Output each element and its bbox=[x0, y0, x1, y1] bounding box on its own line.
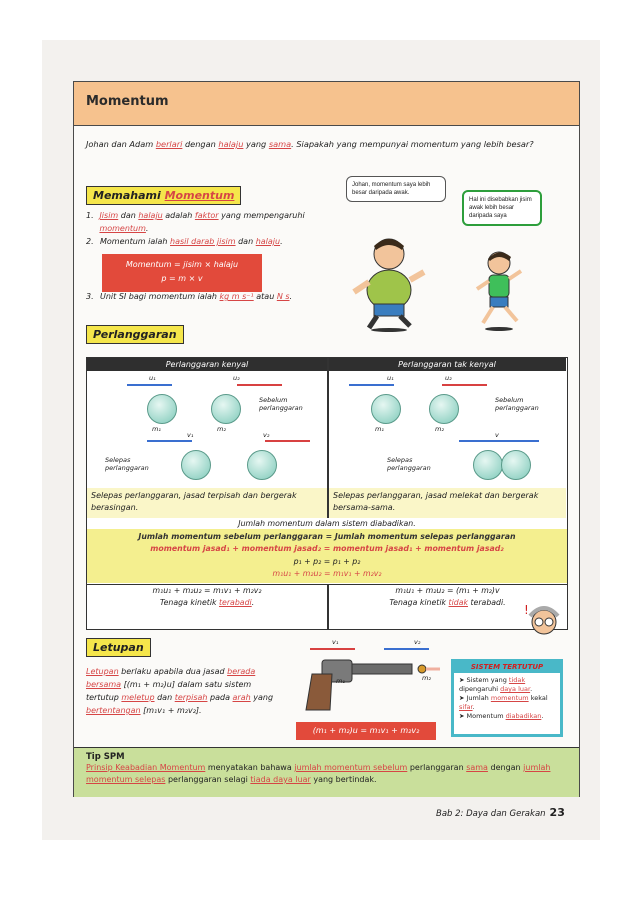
tip-heading: Tip SPM bbox=[86, 752, 125, 762]
keyword: sifar bbox=[459, 703, 473, 711]
keyword: meletup bbox=[121, 693, 155, 702]
label-m2: m₂ bbox=[422, 674, 431, 682]
keyword: diabadikan bbox=[505, 712, 542, 720]
momentum-formula-box bbox=[102, 254, 262, 292]
ball-m1-after bbox=[181, 450, 211, 480]
text: Tenaga kinetik bbox=[159, 598, 219, 607]
text: . bbox=[541, 712, 544, 720]
ball-m1-inelastic bbox=[371, 394, 401, 424]
text: . bbox=[472, 703, 475, 711]
content-frame bbox=[73, 81, 580, 797]
elastic-equation: m₁u₁ + m₂u₂ = m₁v₁ + m₂v₂ bbox=[152, 586, 262, 595]
sistem-point: ➤ Jumlah momentum kekal sifar. bbox=[459, 694, 548, 711]
list-number: 3. bbox=[86, 292, 94, 301]
text: adalah bbox=[162, 211, 195, 220]
intro-keyword: halaju bbox=[218, 139, 244, 149]
keyword: momentum bbox=[490, 694, 529, 702]
keyword: berada bersama bbox=[86, 667, 256, 689]
intro-keyword: sama bbox=[268, 139, 292, 149]
text: yang bertindak. bbox=[310, 775, 377, 784]
label-v2: v₂ bbox=[263, 431, 270, 439]
keyword: Prinsip Keabadian Momentum bbox=[86, 763, 206, 772]
letupan-description bbox=[86, 665, 286, 717]
conservation-statement: Jumlah momentum dalam sistem diabadikan. bbox=[87, 518, 567, 529]
list-number: 2. bbox=[86, 237, 94, 246]
keyword: terpisah bbox=[174, 693, 208, 702]
label-sebelum: Sebelum perlanggaran bbox=[259, 396, 303, 412]
list-number: 1. bbox=[86, 211, 94, 220]
text: yang bbox=[250, 693, 274, 702]
keyword: tidak bbox=[508, 676, 526, 684]
arrow-v2-right bbox=[265, 440, 310, 442]
equation-line-2: momentum jasad₁ + momentum jasad₂ = momentum jasad₁ + momentum jasad₂ bbox=[150, 544, 504, 553]
text: Tenaga kinetik bbox=[389, 598, 449, 607]
text: . bbox=[289, 292, 293, 301]
ball-m1 bbox=[147, 394, 177, 424]
heading-text: Memahami bbox=[93, 189, 165, 202]
keyword: sama bbox=[466, 763, 488, 772]
text: Momentum ialah bbox=[100, 237, 170, 246]
speech-bubble-adam: Hal ini disebabkan jisim awak lebih besar daripada saya bbox=[462, 190, 542, 226]
sistem-tertutup-box bbox=[451, 659, 563, 737]
revolver-illustration bbox=[292, 654, 442, 714]
arrow-u2-left-2 bbox=[442, 384, 487, 386]
inelastic-description: Selepas perlanggaran, jasad melekat dan bergerak bersama-sama. bbox=[329, 488, 566, 518]
tip-body bbox=[86, 762, 567, 786]
label-m2: m₂ bbox=[217, 425, 226, 433]
col-head-inelastic: Perlanggaran tak kenyal bbox=[328, 358, 566, 371]
keyword: tidak bbox=[448, 598, 468, 607]
formula-line: Momentum = jisim × halaju bbox=[125, 260, 239, 269]
text: [(m₁ + m₂)u] dalam satu sistem tertutup bbox=[86, 680, 252, 702]
text: Jumlah bbox=[466, 694, 491, 702]
text: perlanggaran bbox=[407, 763, 467, 772]
label-m1: m₁ bbox=[336, 677, 345, 685]
text: . bbox=[251, 598, 255, 607]
text: . bbox=[145, 224, 149, 233]
text: . bbox=[530, 685, 533, 693]
text: kekal bbox=[528, 694, 548, 702]
text: . bbox=[280, 237, 283, 246]
inelastic-equation: m₁u₁ + m₂u₂ = (m₁ + m₂)v bbox=[395, 586, 500, 595]
text: Momentum bbox=[466, 712, 506, 720]
section-perlanggaran-heading: Perlanggaran bbox=[86, 325, 184, 344]
label-m2: m₂ bbox=[435, 425, 444, 433]
arrow-v2-bullet bbox=[384, 648, 429, 650]
keyword: daya luar bbox=[500, 685, 531, 693]
tip-spm-box bbox=[74, 747, 579, 797]
intro-text: yang bbox=[243, 139, 269, 149]
label-m1: m₁ bbox=[375, 425, 384, 433]
label-sebelum: Sebelum perlanggaran bbox=[495, 396, 539, 412]
text: atau bbox=[253, 292, 277, 301]
sistem-point: ➤ Sistem yang tidak dipengaruhi daya luar. bbox=[459, 676, 533, 693]
sistem-point: ➤ Momentum diabadikan. bbox=[459, 712, 544, 720]
text: terabadi. bbox=[468, 598, 506, 607]
label-m1: m₁ bbox=[152, 425, 161, 433]
text: dengan bbox=[487, 763, 524, 772]
label-v: v bbox=[495, 431, 499, 439]
label-u1: u₁ bbox=[387, 374, 394, 382]
text: dan bbox=[154, 693, 175, 702]
keyword: jumlah momentum sebelum bbox=[294, 763, 408, 772]
keyword: arah bbox=[232, 693, 251, 702]
arrow-v1-left bbox=[147, 440, 192, 442]
letupan-formula: (m₁ + m₂)u = m₁v₁ + m₂v₂ bbox=[296, 722, 436, 740]
adam-running-illustration bbox=[469, 247, 529, 332]
label-v1: v₁ bbox=[187, 431, 194, 439]
text: dan bbox=[118, 211, 139, 220]
page-title: Momentum bbox=[86, 94, 169, 109]
label-selepas: Selepas perlanggaran bbox=[387, 456, 431, 472]
label-selepas: Selepas perlanggaran bbox=[105, 456, 149, 472]
keyword: halaju bbox=[138, 211, 163, 220]
equation-line-4: m₁u₁ + m₂u₂ = m₁v₁ + m₂v₂ bbox=[272, 569, 382, 578]
arrow-v1-recoil bbox=[310, 648, 355, 650]
text: yang mempengaruhi bbox=[218, 211, 305, 220]
text: dan bbox=[235, 237, 256, 246]
section-memahami-heading bbox=[86, 186, 241, 205]
list-item bbox=[86, 209, 346, 235]
ball-m2-inelastic bbox=[429, 394, 459, 424]
intro-keyword: berlari bbox=[155, 139, 183, 149]
text: dipengaruhi bbox=[459, 685, 501, 693]
page-footer bbox=[436, 806, 565, 819]
label-v1: v₁ bbox=[332, 638, 339, 646]
col-head-elastic: Perlanggaran kenyal bbox=[87, 358, 327, 371]
text: pada bbox=[207, 693, 233, 702]
chapter-title: Bab 2: Daya dan Gerakan bbox=[436, 809, 546, 819]
text: perlanggaran selagi bbox=[165, 775, 251, 784]
label-u2: u₂ bbox=[445, 374, 452, 382]
text: [m₁v₁ + m₂v₂]. bbox=[140, 706, 202, 715]
text: Unit SI bagi momentum ialah bbox=[100, 292, 220, 301]
text: berlaku apabila dua jasad bbox=[118, 667, 228, 676]
intro-text: Johan dan Adam bbox=[86, 139, 156, 149]
heading-keyword: Momentum bbox=[164, 189, 235, 202]
arrow-u1-right bbox=[127, 384, 172, 386]
ball-m1-stuck bbox=[473, 450, 503, 480]
section-letupan-heading: Letupan bbox=[86, 638, 151, 657]
page-number: 23 bbox=[549, 806, 565, 819]
sistem-heading: SISTEM TERTUTUP bbox=[454, 662, 560, 673]
keyword: Letupan bbox=[86, 667, 119, 676]
label-u1: u₁ bbox=[149, 374, 156, 382]
keyword: halaju bbox=[255, 237, 281, 246]
arrow-u1-right-2 bbox=[349, 384, 394, 386]
ball-m2-stuck bbox=[501, 450, 531, 480]
label-u2: u₂ bbox=[233, 374, 240, 382]
text: menyatakan bahawa bbox=[205, 763, 295, 772]
intro-question bbox=[86, 137, 556, 151]
elastic-description: Selepas perlanggaran, jasad terpisah dan bergerak berasingan. bbox=[87, 488, 327, 518]
scientist-mascot-illustration bbox=[522, 602, 567, 642]
keyword: Jisim bbox=[99, 211, 119, 220]
collision-table bbox=[86, 357, 568, 630]
keyword: tiada daya luar bbox=[250, 775, 311, 784]
keyword: N s bbox=[276, 292, 290, 301]
keyword: kg m s⁻¹ bbox=[219, 292, 254, 301]
keyword: jumlah momentum selepas bbox=[86, 763, 551, 784]
arrow-v-right bbox=[459, 440, 539, 442]
svg-text:!: ! bbox=[524, 603, 529, 617]
keyword: hasil darab jisim bbox=[170, 237, 236, 246]
johan-running-illustration bbox=[344, 232, 434, 332]
list-item bbox=[86, 235, 346, 248]
intro-text: . Siapakah yang mempunyai momentum yang lebih besar? bbox=[291, 139, 534, 149]
title-bar bbox=[74, 82, 579, 126]
keyword: momentum bbox=[99, 224, 146, 233]
keyword: terabadi bbox=[219, 598, 252, 607]
elastic-ke-note bbox=[87, 598, 327, 607]
ball-m2-after bbox=[247, 450, 277, 480]
intro-text: dengan bbox=[182, 139, 219, 149]
keyword: faktor bbox=[194, 211, 219, 220]
text: Sistem yang bbox=[466, 676, 509, 684]
speech-bubble-johan: Johan, momentum saya lebih besar daripada awak. bbox=[346, 176, 446, 202]
label-v2: v₂ bbox=[414, 638, 421, 646]
ball-m2 bbox=[211, 394, 241, 424]
equation-line-1: Jumlah momentum sebelum perlanggaran = Jumlah momentum selepas perlanggaran bbox=[138, 532, 516, 541]
arrow-u2-left bbox=[237, 384, 282, 386]
keyword: bertentangan bbox=[86, 706, 141, 715]
equation-line-3: p₁ + p₂ = p₁ + p₂ bbox=[293, 557, 361, 566]
formula-line: p = m × v bbox=[161, 274, 203, 283]
sistem-inner bbox=[454, 662, 560, 734]
